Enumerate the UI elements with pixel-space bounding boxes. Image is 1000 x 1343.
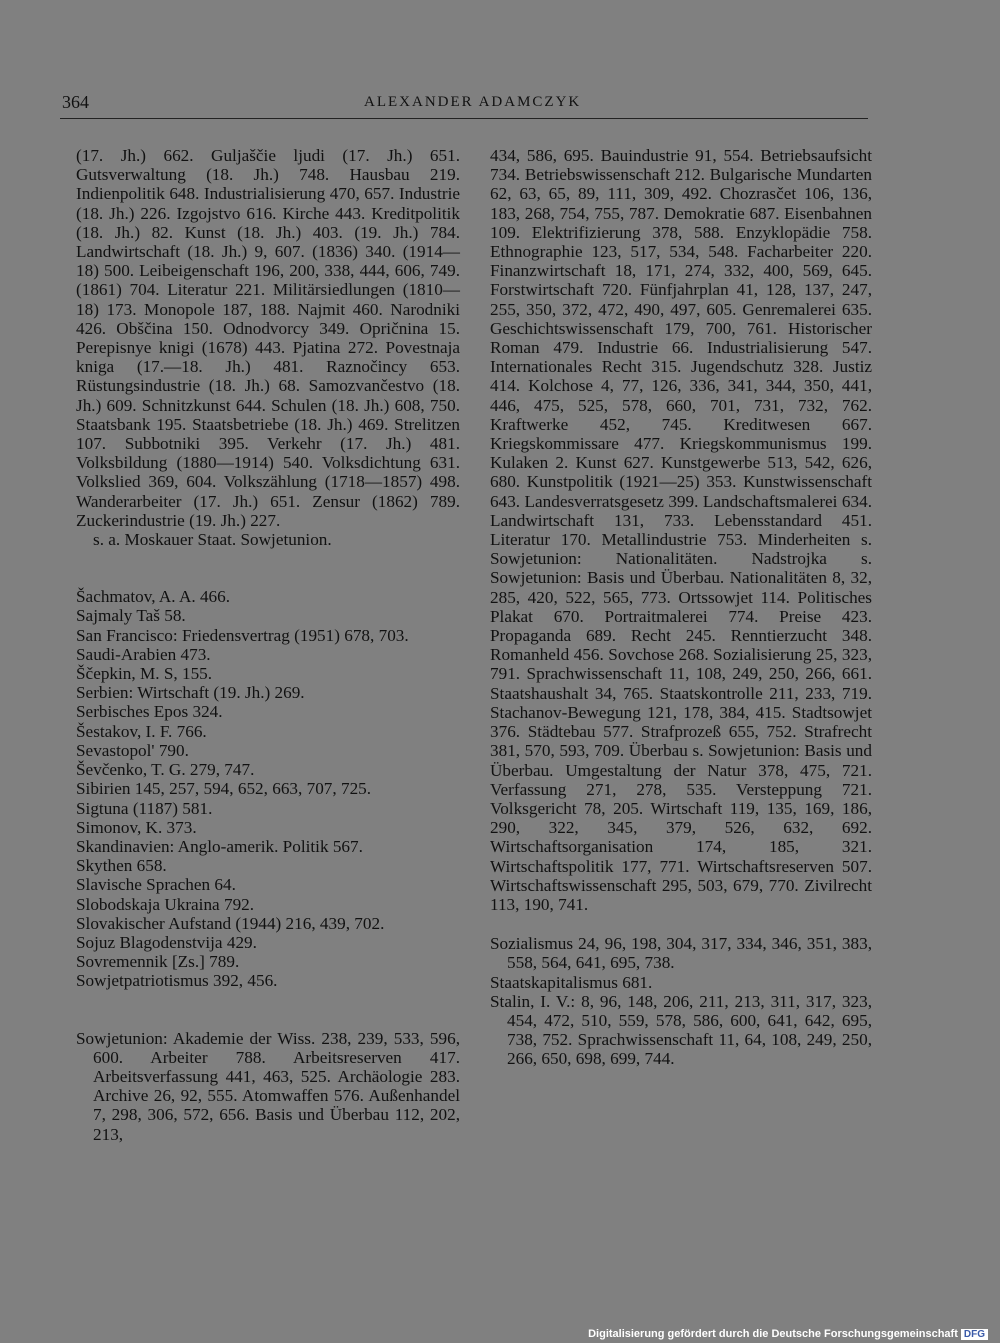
page-number: 364 [62,92,89,112]
index-entry: Šestakov, I. F. 766. [76,721,207,741]
dfg-logo: DFG [961,1329,988,1340]
index-entry: Sovremennik [Zs.] 789. [76,952,240,972]
index-entry: Sozialismus 24, 96, 198, 304, 317, 334, 346, 351, 383, 558, 564, 641, 695, 738. [490,934,872,973]
index-entry: Sojuz Blagodenstvija 429. [76,932,257,952]
index-entry: Simonov, K. 373. [76,817,197,837]
index-entry: Slavische Sprachen 64. [76,875,236,895]
index-entry: Skandinavien: Anglo-amerik. Politik 567. [76,836,363,856]
index-entry: Skythen 658. [76,856,167,876]
index-entry: Staatskapitalismus 681. [490,972,653,992]
index-entry: Stalin, I. V.: 8, 96, 148, 206, 211, 213, 311, 317, 323, 454, 472, 510, 559, 578, 586, 600, 641, 642, 695, 738, 752. Sprachwissenschaft 11, 64, 108, 249, 250, 266, 650, 698, 699, 744. [490,991,872,1069]
see-also-note: s. a. Moskauer Staat. Sowjetunion. [93,530,332,550]
index-entry: San Francisco: Friedensvertrag (1951) 678, 703. [76,625,409,645]
index-entry: Serbien: Wirtschaft (19. Jh.) 269. [76,683,305,703]
index-entry: Sigtuna (1187) 581. [76,798,213,818]
right-column [490,146,872,1069]
index-entry: Sevastopol' 790. [76,740,189,760]
index-entry: Slobodskaja Ukraina 792. [76,894,255,914]
index-entry: Sowjetpatriotismus 392, 456. [76,971,278,991]
index-entry: Ševčenko, T. G. 279, 747. [76,760,255,780]
index-entry: Šachmatov, A. A. 466. [76,587,231,607]
spacer [76,991,460,1029]
index-entry: Saudi-Arabien 473. [76,644,211,664]
dfg-footer [588,1328,988,1340]
running-head: ALEXANDER ADAMCZYK [364,94,582,110]
index-entry: Sajmaly Taš 58. [76,606,186,626]
left-continuation-text: (17. Jh.) 662. Guljaščie ljudi (17. Jh.) 651. Gutsverwaltung (18. Jh.) 748. Hausbau 219. Indienpolitik 648. Industrialisierung 470, 657. Industrie (18. Jh.) 226. Izgojstvo 616. Kirche 443. Kreditpolitik (18. Jh.) 82. Kunst (18. Jh.) 403. (19. Jh.) 784. Landwirtschaft (18. Jh.) 9, 607. (1836) 340. (1914—18) 500. Leibeigenschaft 196, 200, 338, 444, 606, 749. (1861) 704. Literatur 221. Militärsiedlungen (1810—18) 173. Monopole 187, 188. Najmit 460. Narodniki 426. Obščina 150. Odnodvorcy 349. Opričnina 15. Perepisnye knigi (1678) 443. Pjatina 272. Povestnaja kniga (17.—18. Jh.) 481. Raznočincy 653. Rüstungsindustrie (18. Jh.) 68. Samozvančestvo (18. Jh.) 609. Schnitzkunst 644. Schulen (18. Jh.) 608, 750. Staatsbank 195. Staatsbetriebe (18. Jh.) 469. Strelitzen 107. Subbotniki 395. Verkehr (17. Jh.) 481. Volksbildung (1880—1914) 540. Volksdichtung 631. Volkslied 369, 604. Volkszählung (1718—1857) 498. Wanderarbeiter (17. Jh.) 651. Zensur (1862) 789. Zuckerindustrie (19. Jh.) 227. [76,146,460,530]
index-entry: Slovakischer Aufstand (1944) 216, 439, 702. [76,913,385,933]
left-column [76,146,460,1144]
spacer [490,914,872,934]
header-rule [60,118,868,119]
index-entry: Ščepkin, M. S, 155. [76,664,213,684]
index-entry: Serbisches Epos 324. [76,702,223,722]
spacer [76,549,460,587]
sowjetunion-entry: Sowjetunion: Akademie der Wiss. 238, 239, 533, 596, 600. Arbeiter 788. Arbeitsreserven 417. Arbeitsverfassung 441, 463, 525. Archäologie 283. Archive 26, 92, 555. Atomwaffen 576. Außenhandel 7, 298, 306, 572, 656. Basis und Überbau 112, 202, 213, [76,1028,460,1144]
right-continuation-text: 434, 586, 695. Bauindustrie 91, 554. Betriebsaufsicht 734. Betriebswissenschaft 212. Bulgarische Mundarten 62, 63, 65, 89, 111, 309, 492. Chozrasčet 106, 136, 183, 268, 754, 755, 787. Demokratie 687. Eisenbahnen 109. Elektrifizierung 378, 588. Enzyklopädie 758. Ethnographie 123, 517, 534, 548. Facharbeiter 220. Finanzwirtschaft 18, 171, 274, 332, 400, 569, 645. Forstwirtschaft 720. Fünfjahrplan 41, 128, 137, 247, 255, 350, 372, 472, 490, 497, 605. Genremalerei 635. Geschichtswissenschaft 179, 700, 761. Historischer Roman 479. Industrie 66. Industrialisierung 547. Internationales Recht 315. Jugendschutz 328. Justiz 414. Kolchose 4, 77, 126, 336, 341, 344, 350, 441, 446, 475, 525, 578, 660, 701, 731, 732, 762. Kraftwerke 452, 745. Kreditwesen 667. Kriegskommissare 477. Kriegskommunismus 199. Kulaken 2. Kunst 627. Kunstgewerbe 513, 542, 626, 680. Kunstpolitik (1921—25) 353. Kunstwissenschaft 643. Landesverratsgesetz 399. Landschaftsmalerei 634. Landwirtschaft 131, 733. Lebensstandard 451. Literatur 170. Metallindustrie 753. Minderheiten s. Sowjetunion: Nationalitäten. Nadstrojka s. Sowjetunion: Basis und Überbau. Nationalitäten 8, 32, 285, 420, 522, 565, 773. Ortssowjet 114. Politisches Plakat 670. Portraitmalerei 774. Preise 423. Propaganda 689. Recht 245. Renntierzucht 348. Romanheld 456. Sovchose 268. Sozialisierung 25, 323, 791. Sprachwissenschaft 11, 108, 249, 250, 266, 661. Staatshaushalt 34, 765. Staatskontrolle 211, 233, 719. Stachanov-Bewegung 121, 178, 384, 415. Stadtsowjet 376. Städtebau 577. Strafprozeß 655, 752. Strafrecht 381, 570, 593, 709. Überbau s. Sowjetunion: Basis und Überbau. Umgestaltung der Natur 378, 475, 721. Verfassung 271, 278, 535. Versteppung 721. Volksgericht 78, 205. Wirtschaft 119, 135, 169, 186, 290, 322, 345, 379, 526, 632, 692. Wirtschaftsorganisation 174, 185, 321. Wirtschaftspolitik 177, 771. Wirtschaftsreserven 507. Wirtschaftswissenschaft 295, 503, 679, 770. Zivilrecht 113, 190, 741. [490,146,872,914]
footer-text: Digitalisierung gefördert durch die Deutsche Forschungsgemeinschaft [588,1328,958,1340]
index-entry: Sibirien 145, 257, 594, 652, 663, 707, 725. [76,779,372,799]
